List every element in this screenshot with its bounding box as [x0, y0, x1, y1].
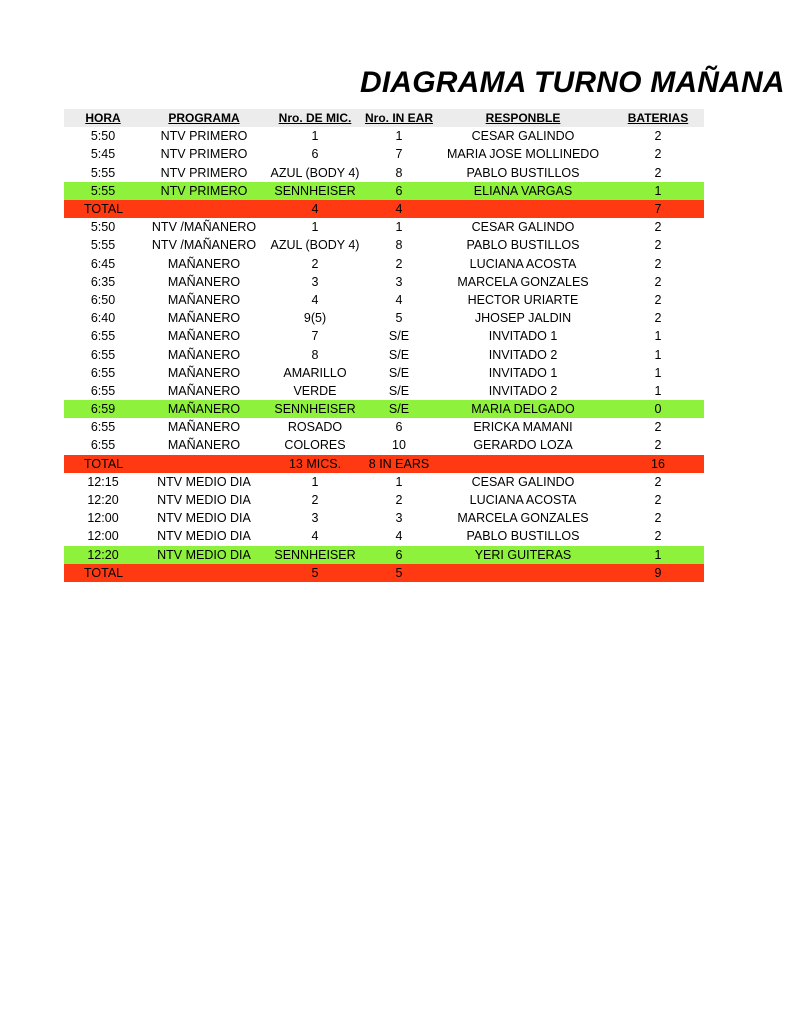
cell-responsable: GERARDO LOZA	[473, 438, 573, 453]
table-row	[64, 364, 704, 382]
cell-baterias: 2	[654, 311, 662, 326]
page-title: DIAGRAMA TURNO MAÑANA	[360, 66, 785, 99]
cell-mic: 8	[311, 347, 319, 362]
cell-programa: MAÑANERO	[167, 329, 241, 344]
column-header-ear: Nro. IN EAR	[364, 111, 433, 126]
spreadsheet-page	[64, 60, 785, 600]
table-body	[64, 127, 704, 582]
cell-mic: 5	[311, 565, 319, 580]
table-row	[64, 291, 704, 309]
cell-responsable: CESAR GALINDO	[471, 474, 575, 489]
cell-programa: MAÑANERO	[167, 274, 241, 289]
cell-baterias: 2	[654, 220, 662, 235]
header-row	[64, 109, 704, 127]
cell-mic: ROSADO	[287, 420, 343, 435]
cell-hora: 6:55	[90, 383, 116, 398]
cell-baterias: 2	[654, 529, 662, 544]
cell-hora: 5:45	[90, 147, 116, 162]
cell-ear: 6	[395, 420, 403, 435]
cell-responsable: INVITADO 2	[488, 347, 558, 362]
cell-baterias: 2	[654, 438, 662, 453]
cell-hora: 12:20	[87, 547, 119, 562]
cell-baterias: 2	[654, 274, 662, 289]
cell-programa: NTV /MAÑANERO	[151, 220, 257, 235]
cell-responsable	[434, 200, 612, 218]
cell-mic: 7	[311, 329, 319, 344]
cell-ear: 8	[395, 165, 403, 180]
cell-mic: AZUL (BODY 4)	[270, 165, 360, 180]
cell-baterias: 2	[654, 420, 662, 435]
cell-responsable: HECTOR URIARTE	[467, 292, 579, 307]
cell-hora: 6:59	[90, 402, 116, 417]
cell-ear: S/E	[388, 347, 410, 362]
cell-programa: NTV MEDIO DIA	[157, 474, 251, 489]
cell-hora: 6:40	[90, 311, 116, 326]
cell-responsable	[434, 564, 612, 582]
cell-mic: SENNHEISER	[274, 183, 356, 198]
cell-responsable: PABLO BUSTILLOS	[466, 165, 580, 180]
cell-baterias: 7	[654, 202, 662, 217]
highlighted-row	[64, 400, 704, 418]
highlighted-row	[64, 182, 704, 200]
cell-programa	[142, 564, 266, 582]
cell-baterias: 2	[654, 129, 662, 144]
table-row	[64, 491, 704, 509]
cell-mic: 6	[311, 147, 319, 162]
cell-hora: TOTAL	[84, 456, 124, 471]
cell-responsable: MARIA DELGADO	[471, 402, 575, 417]
cell-baterias: 2	[654, 147, 662, 162]
schedule-table	[64, 109, 704, 582]
cell-mic: AMARILLO	[283, 365, 347, 380]
column-header-hora: HORA	[85, 111, 121, 126]
cell-ear: S/E	[388, 365, 410, 380]
cell-responsable: MARCELA GONZALES	[457, 511, 589, 526]
cell-responsable: MARCELA GONZALES	[457, 274, 589, 289]
column-header-programa: PROGRAMA	[168, 111, 240, 126]
cell-baterias: 2	[654, 493, 662, 508]
cell-ear: 5	[395, 311, 403, 326]
cell-baterias: 2	[654, 256, 662, 271]
cell-ear: 6	[395, 183, 403, 198]
cell-programa: NTV MEDIO DIA	[157, 511, 251, 526]
cell-programa: MAÑANERO	[167, 438, 241, 453]
cell-ear: S/E	[388, 402, 410, 417]
cell-programa: NTV PRIMERO	[160, 147, 248, 162]
cell-responsable: ERICKA MAMANI	[473, 420, 573, 435]
cell-hora: 12:15	[87, 474, 119, 489]
table-row	[64, 255, 704, 273]
cell-baterias: 2	[654, 474, 662, 489]
cell-mic: 4	[311, 529, 319, 544]
cell-mic: 13 MICS.	[288, 456, 342, 471]
table-row	[64, 436, 704, 454]
cell-programa: MAÑANERO	[167, 402, 241, 417]
cell-hora: 5:55	[90, 183, 116, 198]
cell-responsable: JHOSEP JALDIN	[474, 311, 572, 326]
cell-mic: 2	[311, 493, 319, 508]
cell-ear: 6	[395, 547, 403, 562]
cell-mic: SENNHEISER	[274, 547, 356, 562]
cell-mic: COLORES	[284, 438, 346, 453]
cell-mic: 2	[311, 256, 319, 271]
cell-ear: 2	[395, 493, 403, 508]
cell-hora: 6:35	[90, 274, 116, 289]
cell-hora: 6:55	[90, 365, 116, 380]
cell-ear: 10	[392, 438, 406, 453]
cell-programa: MAÑANERO	[167, 292, 241, 307]
cell-responsable: CESAR GALINDO	[471, 129, 575, 144]
total-row	[64, 455, 704, 473]
cell-ear: 3	[395, 511, 403, 526]
cell-ear: 4	[395, 292, 403, 307]
cell-ear: 2	[395, 256, 403, 271]
cell-mic: AZUL (BODY 4)	[270, 238, 360, 253]
table-row	[64, 382, 704, 400]
cell-programa: MAÑANERO	[167, 420, 241, 435]
cell-mic: VERDE	[293, 383, 337, 398]
column-header-mic: Nro. DE MIC.	[278, 111, 352, 126]
cell-ear: 1	[395, 220, 403, 235]
cell-hora: TOTAL	[84, 202, 124, 217]
cell-programa: NTV MEDIO DIA	[157, 493, 251, 508]
cell-programa: MAÑANERO	[167, 383, 241, 398]
cell-baterias: 1	[654, 347, 662, 362]
table-row	[64, 418, 704, 436]
cell-programa: MAÑANERO	[167, 256, 241, 271]
cell-programa: MAÑANERO	[167, 311, 241, 326]
cell-programa: MAÑANERO	[167, 365, 241, 380]
cell-ear: 8 IN EARS	[368, 456, 430, 471]
cell-responsable: CESAR GALINDO	[471, 220, 575, 235]
cell-ear: 8	[395, 238, 403, 253]
cell-responsable: YERI GUITERAS	[474, 547, 572, 562]
cell-hora: 6:50	[90, 292, 116, 307]
cell-programa: NTV /MAÑANERO	[151, 238, 257, 253]
table-row	[64, 527, 704, 545]
cell-mic: 1	[311, 129, 319, 144]
total-row	[64, 564, 704, 582]
cell-responsable: ELIANA VARGAS	[473, 183, 573, 198]
table-row	[64, 218, 704, 236]
column-header-responsable: RESPONBLE	[485, 111, 561, 126]
cell-programa: MAÑANERO	[167, 347, 241, 362]
cell-baterias: 1	[654, 365, 662, 380]
cell-programa	[142, 455, 266, 473]
table-row	[64, 236, 704, 254]
cell-mic: 9(5)	[303, 311, 327, 326]
cell-hora: 5:50	[90, 220, 116, 235]
total-row	[64, 200, 704, 218]
highlighted-row	[64, 546, 704, 564]
cell-hora: 5:50	[90, 129, 116, 144]
cell-responsable: LUCIANA ACOSTA	[469, 493, 577, 508]
cell-baterias: 2	[654, 238, 662, 253]
cell-programa: NTV MEDIO DIA	[157, 547, 251, 562]
cell-responsable: INVITADO 1	[488, 329, 558, 344]
cell-ear: 1	[395, 474, 403, 489]
cell-hora: 6:55	[90, 420, 116, 435]
cell-baterias: 1	[654, 183, 662, 198]
table-row	[64, 127, 704, 145]
table-row	[64, 473, 704, 491]
cell-responsable: MARIA JOSE MOLLINEDO	[446, 147, 600, 162]
cell-ear: 3	[395, 274, 403, 289]
cell-baterias: 2	[654, 165, 662, 180]
cell-mic: 4	[311, 292, 319, 307]
cell-hora: 6:55	[90, 438, 116, 453]
cell-ear: S/E	[388, 383, 410, 398]
cell-baterias: 16	[651, 456, 665, 471]
cell-responsable: PABLO BUSTILLOS	[466, 529, 580, 544]
cell-baterias: 1	[654, 547, 662, 562]
cell-hora: 6:55	[90, 329, 116, 344]
cell-programa: NTV MEDIO DIA	[157, 529, 251, 544]
cell-mic: 3	[311, 511, 319, 526]
table-row	[64, 509, 704, 527]
cell-responsable: INVITADO 2	[488, 383, 558, 398]
table-row	[64, 145, 704, 163]
table-row	[64, 309, 704, 327]
cell-baterias: 2	[654, 292, 662, 307]
cell-ear: 4	[395, 529, 403, 544]
cell-baterias: 2	[654, 511, 662, 526]
cell-responsable	[434, 455, 612, 473]
cell-baterias: 0	[654, 402, 662, 417]
cell-programa: NTV PRIMERO	[160, 129, 248, 144]
cell-baterias: 1	[654, 383, 662, 398]
cell-programa: NTV PRIMERO	[160, 165, 248, 180]
cell-mic: 1	[311, 220, 319, 235]
cell-ear: 1	[395, 129, 403, 144]
cell-hora: 6:45	[90, 256, 116, 271]
cell-baterias: 9	[654, 565, 662, 580]
cell-hora: 12:20	[87, 493, 119, 508]
table-header	[64, 109, 704, 127]
table-row	[64, 327, 704, 345]
cell-responsable: PABLO BUSTILLOS	[466, 238, 580, 253]
cell-ear: S/E	[388, 329, 410, 344]
table-row	[64, 345, 704, 363]
cell-hora: 12:00	[87, 529, 119, 544]
table-row	[64, 164, 704, 182]
cell-mic: 4	[311, 202, 319, 217]
cell-hora: 6:55	[90, 347, 116, 362]
cell-hora: 5:55	[90, 165, 116, 180]
cell-responsable: INVITADO 1	[488, 365, 558, 380]
cell-hora: 12:00	[87, 511, 119, 526]
cell-hora: TOTAL	[84, 565, 124, 580]
cell-ear: 7	[395, 147, 403, 162]
cell-mic: SENNHEISER	[274, 402, 356, 417]
cell-programa	[142, 200, 266, 218]
cell-ear: 4	[395, 202, 403, 217]
column-header-baterias: BATERIAS	[627, 111, 689, 126]
cell-mic: 1	[311, 474, 319, 489]
cell-mic: 3	[311, 274, 319, 289]
cell-ear: 5	[395, 565, 403, 580]
table-row	[64, 273, 704, 291]
cell-baterias: 1	[654, 329, 662, 344]
cell-hora: 5:55	[90, 238, 116, 253]
cell-programa: NTV PRIMERO	[160, 183, 248, 198]
cell-responsable: LUCIANA ACOSTA	[469, 256, 577, 271]
